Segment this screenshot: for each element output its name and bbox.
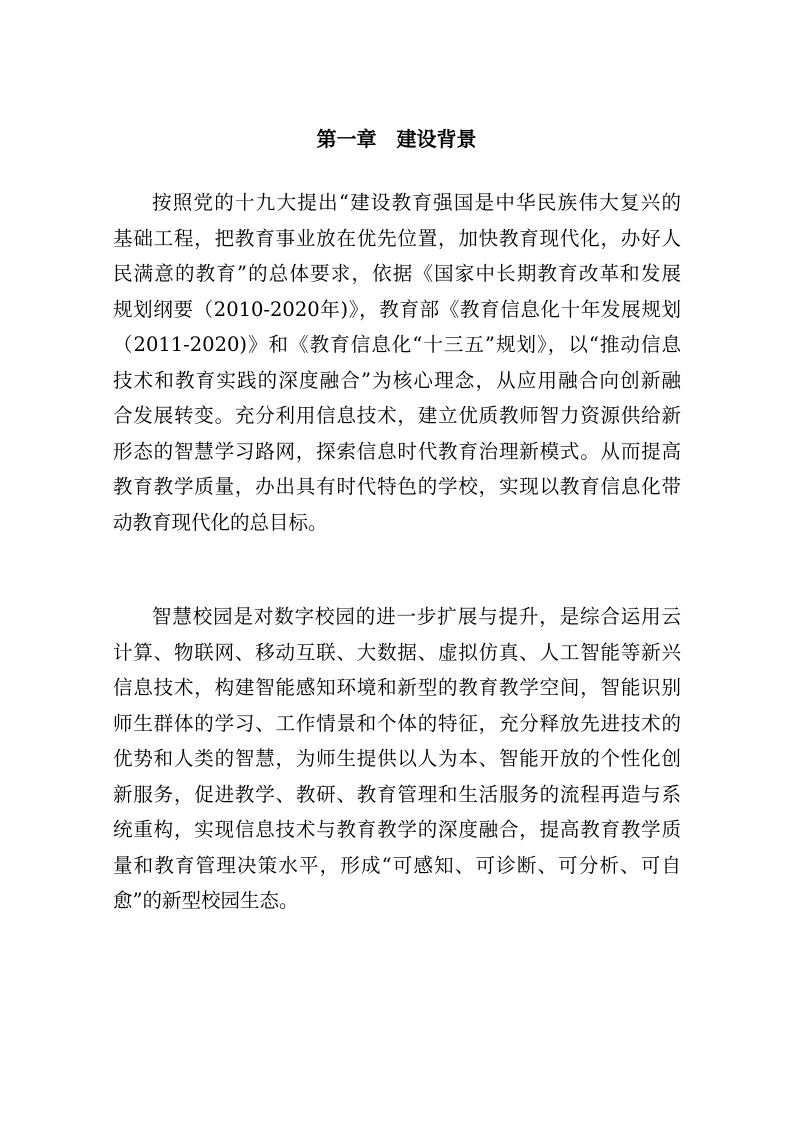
paragraph-line: 师生群体的学习、工作情景和个体的特征，充分释放先进技术的	[113, 711, 681, 735]
paragraph-line: 按照党的十九大提出“建设教育强国是中华民族伟大复兴的	[152, 191, 681, 214]
paragraph-line: 智慧校园是对数字校园的进一步扩展与提升，是综合运用云	[152, 605, 681, 628]
paragraph-line: 基础工程，把教育事业放在优先位置，加快教育现代化，办好人	[113, 226, 681, 250]
paragraph-background-1	[113, 185, 681, 540]
paragraph-line: 规划纲要（2010-2020年)》，教育部《教育信息化十年发展规划	[113, 297, 681, 321]
paragraph-line: 教育教学质量，办出具有时代特色的学校，实现以教育信息化带	[113, 475, 681, 498]
paragraph-line: 民满意的教育”的总体要求，依据《国家中长期教育改革和发展	[113, 262, 681, 285]
paragraph-smart-campus	[113, 599, 681, 919]
paragraph-line: 优势和人类的智慧，为师生提供以人为本、智能开放的个性化创	[113, 747, 681, 770]
paragraph-line: 统重构，实现信息技术与教育教学的深度融合，提高教育教学质	[113, 818, 681, 841]
paragraph-line: 形态的智慧学习路网，探索信息时代教育治理新模式。从而提高	[113, 439, 681, 463]
paragraph-line: 量和教育管理决策水平，形成“可感知、可诊断、可分析、可自	[113, 853, 681, 877]
paragraph-line: 愈”的新型校园生态。	[113, 889, 299, 912]
paragraph-line: 新服务，促进教学、教研、教育管理和生活服务的流程再造与系	[113, 782, 681, 806]
paragraph-line: 信息技术，构建智能感知环境和新型的教育教学空间，智能识别	[113, 676, 681, 699]
paragraph-line: （2011-2020)》和《教育信息化“十三五”规划》，以“推动信息	[113, 333, 681, 356]
paragraph-line: 动教育现代化的总目标。	[113, 510, 328, 534]
paragraph-line: 技术和教育实践的深度融合”为核心理念，从应用融合向创新融	[113, 368, 681, 392]
paragraph-line: 合发展转变。充分利用信息技术，建立优质教师智力资源供给新	[113, 404, 681, 427]
chapter-title: 第一章 建设背景	[316, 127, 477, 151]
paragraph-line: 计算、物联网、移动互联、大数据、虚拟仿真、人工智能等新兴	[113, 640, 681, 664]
